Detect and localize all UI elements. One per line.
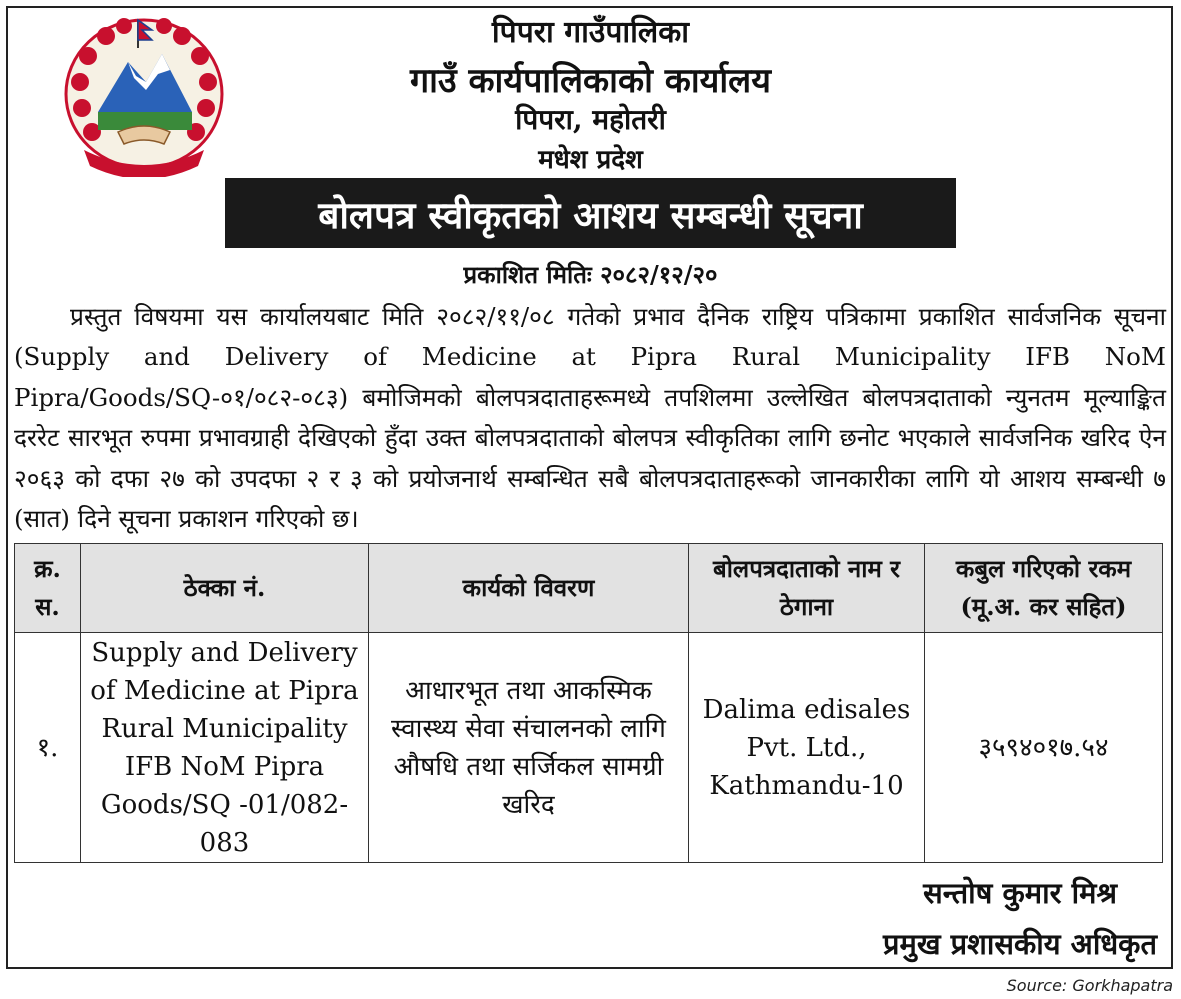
source-credit: Source: Gorkhapatra [1006,976,1173,995]
office-name: गाउँ कार्यपालिकाको कार्यालय [410,61,771,101]
table-row [15,633,1163,863]
notice-body [14,297,1166,539]
header-description: कार्यको विवरण [369,544,689,633]
bid-table [14,543,1163,863]
cell-description: आधारभूत तथा आकस्मिक स्वास्थ्य सेवा संचालनको लागि औषधि तथा सर्जिकल सामग्री खरिद [369,633,689,863]
signatory-designation: प्रमुख प्रशासकीय अधिकृत [882,927,1157,961]
notice-title-banner: बोलपत्र स्वीकृतको आशय सम्बन्धी सूचना [225,178,956,248]
cell-bidder: Dalima edisales Pvt. Ltd., Kathmandu-10 [689,633,925,863]
header-bidder: बोलपत्रदाताको नाम र ठेगाना [689,544,925,633]
signatory-name: सन्तोष कुमार मिश्र [923,876,1117,910]
province-name: मधेश प्रदेश [538,145,643,175]
cell-amount: ३५९४०१७.५४ [925,633,1163,863]
header-contract-no: ठेक्का नं. [81,544,369,633]
cell-serial: १. [15,633,81,863]
published-date: प्रकाशित मितिः २०८२/१२/२० [463,260,718,289]
office-address: पिपरा, महोतरी [515,103,666,136]
table-header-row [15,544,1163,633]
municipality-name: पिपरा गाउँपालिका [491,15,690,50]
header-amount: कबुल गरिएको रकम (मू.अ. कर सहित) [925,544,1163,633]
header-serial: क्र. स. [15,544,81,633]
notice-body-text: प्रस्तुत विषयमा यस कार्यालयबाट मिति २०८२/११/०८ गतेको प्रभाव दैनिक राष्ट्रिय पत्रिकामा प्रकाशित सार्वजनिक सूचना (Supply and Delivery of Medicine at Pipra Rural Municipality IFB NoM Pipra/Goods/SQ-०१/०८२-०८३) बमोजिमको बोलपत्रदाताहरूमध्ये तपशिलमा उल्लेखित बोलपत्रदाताको न्युनतम मूल्याङ्कित दररेट सारभूत रुपमा प्रभावग्राही देखिएको हुँदा उक्त बोलपत्रदाताको बोलपत्र स्वीकृतिका लागि छनोट भएकाले सार्वजनिक खरिद ऐन २०६३ को दफा २७ को उपदफा २ र ३ को प्रयोजनार्थ सम्बन्धित सबै बोलपत्रदाताहरूको जानकारीका लागि यो आशय सम्बन्धी ७ (सात) दिने सूचना प्रकाशन गरिएको छ। [14,302,1166,534]
cell-contract-no: Supply and Delivery of Medicine at Pipra Rural Municipality IFB NoM Pipra Goods/SQ -01/082-083 [81,633,369,863]
